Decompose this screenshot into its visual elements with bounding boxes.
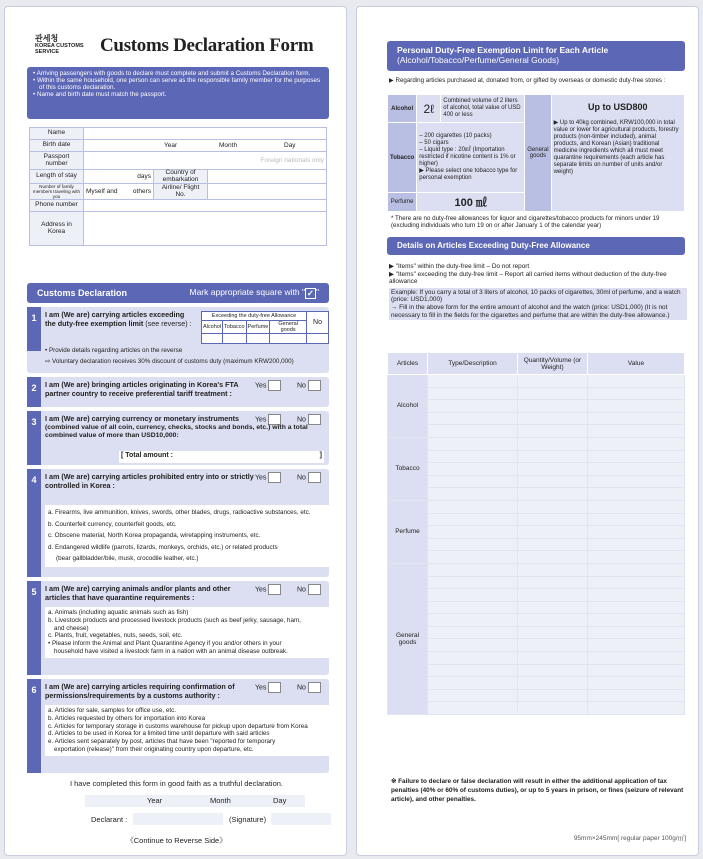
note-2: • Within the same household, one person can serve as the responsible family member for the purposes of this customs declaration. xyxy=(33,77,321,91)
type-cell[interactable] xyxy=(428,425,518,438)
exceed-general: General goods xyxy=(270,321,307,334)
details-row xyxy=(388,551,685,564)
sign-year: Year xyxy=(147,796,163,805)
limit-general: General goods xyxy=(525,95,551,212)
q3-total-label: [ Total amount : xyxy=(121,452,173,459)
general-cell xyxy=(551,95,684,212)
type-cell[interactable] xyxy=(428,450,518,463)
limit-tobacco: Tobacco xyxy=(388,123,417,193)
quantity-cell[interactable] xyxy=(518,677,588,690)
value-cell[interactable] xyxy=(588,589,685,602)
question-2 xyxy=(27,377,329,407)
q6-list xyxy=(45,705,329,756)
q2-yes-box[interactable] xyxy=(268,380,281,391)
details-row xyxy=(388,677,685,690)
limit-header xyxy=(387,41,685,71)
quantity-cell[interactable] xyxy=(518,614,588,627)
row-category: Alcohol xyxy=(388,375,428,438)
country-label: Country of embarkation xyxy=(154,170,208,184)
row-category: General goods xyxy=(388,563,428,714)
q1-label: I am (We are) carrying articles exceeding the duty-free exemption limit xyxy=(45,310,185,328)
q5-yes-label: Yes xyxy=(255,586,267,594)
quantity-cell[interactable] xyxy=(518,412,588,425)
type-cell[interactable] xyxy=(428,463,518,476)
value-cell[interactable] xyxy=(588,375,685,388)
quantity-cell[interactable] xyxy=(518,626,588,639)
question-5 xyxy=(27,581,329,675)
birth-day: Day xyxy=(284,142,296,149)
q3-sub: (combined value of all coin, currency, checks, stocks and bonds, etc.) with a total combined value of more than USD10,000: xyxy=(45,424,308,439)
q6-item-a: a. Articles for sale, samples for office use, etc. xyxy=(48,707,176,714)
quantity-cell[interactable] xyxy=(518,538,588,551)
mark-instruction xyxy=(190,287,320,298)
type-cell[interactable] xyxy=(428,639,518,652)
q6-item-e: e. Articles sent separately by post, articles that have been "reported for temporary xyxy=(48,738,276,746)
traveler-info-table xyxy=(29,127,327,246)
details-row xyxy=(388,639,685,652)
details-row xyxy=(388,437,685,450)
stay-label: Length of stay xyxy=(30,170,84,184)
continue-note: 《Continue to Reverse Side》 xyxy=(126,836,227,845)
type-cell[interactable] xyxy=(428,652,518,665)
kcs-logo xyxy=(35,35,95,55)
q4-text: I am (We are) carrying articles prohibited entry into or strictly controlled in Korea : xyxy=(45,472,254,490)
q6-item-e2: exportation (release)" from their originating country upon departure, etc. xyxy=(54,745,254,753)
quantity-cell[interactable] xyxy=(518,500,588,513)
q1-exceed-table xyxy=(201,311,329,344)
quantity-cell[interactable] xyxy=(518,576,588,589)
type-cell[interactable] xyxy=(428,387,518,400)
q5-note2: household have visited a livestock farm in a nation with an animal disease outbreak. xyxy=(54,647,288,655)
details-row xyxy=(388,702,685,715)
q3-no-label: No xyxy=(297,416,306,424)
fill-text: → Fill in the above form for the entire amount of alcohol and the watch (price: USD1,000) (It is not necessary to fill in the fields for the cigarettes and perfume that are within the duty-free allowance.) xyxy=(391,303,670,319)
value-cell[interactable] xyxy=(588,463,685,476)
declarant-label: Declarant : xyxy=(91,815,128,824)
row-category: Tobacco xyxy=(388,437,428,500)
details-row xyxy=(388,689,685,702)
tobacco-cigarettes: – 200 cigarettes (10 packs) xyxy=(419,133,492,139)
quantity-cell[interactable] xyxy=(518,664,588,677)
details-table xyxy=(387,352,685,715)
q3-total-close: ] xyxy=(319,452,322,459)
declaration-title: Customs Declaration xyxy=(37,288,128,298)
q4-list xyxy=(45,505,329,567)
example-text: Example: If you carry a total of 3 liters of alcohol, 10 packs of cigarettes, 30ml of perfume, and a watch (price: USD1,000) xyxy=(391,288,681,304)
q4-item-d2: (bear gallbladder/bile, musk, crocodile leather, etc.) xyxy=(56,555,199,562)
value-cell[interactable] xyxy=(588,538,685,551)
value-cell[interactable] xyxy=(588,500,685,513)
quantity-cell[interactable] xyxy=(518,589,588,602)
quantity-cell[interactable] xyxy=(518,526,588,539)
stay-field[interactable]: days xyxy=(84,170,154,184)
tobacco-select: ▶ Please select one tobacco type for personal exemption xyxy=(419,168,518,181)
q6-item-d: d. Articles to be used in Korea for a limited time until departure with said articles xyxy=(48,730,270,738)
type-cell[interactable] xyxy=(428,551,518,564)
value-cell[interactable] xyxy=(588,450,685,463)
details-row xyxy=(388,450,685,463)
penalty-warning: ※ Failure to declare or false declaration will result in either the additional application of tax penalties (40% or 60% of customs duties), or up to 5 years in prison, or fines (seizure of relevant article), and other penalties. xyxy=(391,778,684,803)
q5-note: • Please inform the Animal and Plant Quarantine Agency if you and/or others in your xyxy=(48,640,282,648)
q3-total-field[interactable] xyxy=(119,451,324,463)
quantity-cell[interactable] xyxy=(518,375,588,388)
declaration-header xyxy=(27,283,329,303)
quantity-cell[interactable] xyxy=(518,702,588,715)
q4-yes[interactable] xyxy=(255,472,281,483)
type-cell[interactable] xyxy=(428,475,518,488)
value-cell[interactable] xyxy=(588,626,685,639)
q4-item-d: d. Endangered wildlife (parrots, lizards, monkeys, orchids, etc.) or related products xyxy=(48,543,278,551)
details-row xyxy=(388,412,685,425)
type-cell[interactable] xyxy=(428,677,518,690)
others-text: others xyxy=(132,188,151,195)
q2-no[interactable] xyxy=(297,380,321,391)
tobacco-desc xyxy=(417,123,525,193)
quantity-cell[interactable] xyxy=(518,475,588,488)
quantity-cell[interactable] xyxy=(518,437,588,450)
q6-no-box[interactable] xyxy=(308,682,321,693)
col-type: Type/Description xyxy=(428,353,518,375)
alcohol-desc: Combined volume of 2 liters of alcohol, total value of USD 400 or less xyxy=(441,95,525,123)
question-3 xyxy=(27,411,329,465)
type-cell[interactable] xyxy=(428,702,518,715)
myself-text: Myself and xyxy=(86,188,118,195)
instructions-box xyxy=(27,67,329,119)
form-title: Customs Declaration Form xyxy=(100,35,314,56)
q5-text: I am (We are) carrying animals and/or plants and other articles that have quarantine requirements : xyxy=(45,584,231,602)
details-row xyxy=(388,538,685,551)
quantity-cell[interactable] xyxy=(518,652,588,665)
q6-yes-box[interactable] xyxy=(268,682,281,693)
q6-yes-label: Yes xyxy=(255,684,267,692)
q4-item-c: c. Obscene material, North Korea propaganda, wiretapping instruments, etc. xyxy=(48,532,261,539)
q6-number: 6 xyxy=(27,679,41,773)
value-cell[interactable] xyxy=(588,488,685,501)
birth-field[interactable] xyxy=(84,140,327,152)
quantity-cell[interactable] xyxy=(518,639,588,652)
quantity-cell[interactable] xyxy=(518,387,588,400)
type-cell[interactable] xyxy=(428,500,518,513)
details-header: Details on Articles Exceeding Duty-Free Allowance xyxy=(387,237,685,255)
type-cell[interactable] xyxy=(428,526,518,539)
q2-yes-label: Yes xyxy=(255,382,267,390)
date-field[interactable] xyxy=(85,795,305,807)
q5-list xyxy=(45,607,329,658)
col-quantity: Quantity/Volume (or Weight) xyxy=(518,353,588,375)
value-cell[interactable] xyxy=(588,475,685,488)
q5-no[interactable] xyxy=(297,584,321,595)
limit-table xyxy=(387,94,685,212)
q5-no-box[interactable] xyxy=(308,584,321,595)
exceed-alcohol-box[interactable] xyxy=(202,334,223,344)
quantity-cell[interactable] xyxy=(518,488,588,501)
q6-item-b: b. Articles requested by others for importation into Korea xyxy=(48,714,206,722)
value-cell[interactable] xyxy=(588,639,685,652)
q1-no-label: No xyxy=(307,312,329,334)
sign-month: Month xyxy=(210,796,231,805)
limit-subtitle: (Alcohol/Tobacco/Perfume/General Goods) xyxy=(397,55,560,65)
tobacco-liquid: – Liquid type : 20㎖ (Importation restricted if nicotine content is 1% or higher) xyxy=(419,147,516,167)
sign-day: Day xyxy=(273,796,287,805)
col-articles: Articles xyxy=(388,353,428,375)
general-limit: Up to USD800 xyxy=(588,102,648,112)
type-cell[interactable] xyxy=(428,563,518,576)
value-cell[interactable] xyxy=(588,664,685,677)
agency-korean: 관세청 xyxy=(35,34,59,43)
declarant-field[interactable] xyxy=(133,813,223,825)
q4-item-a: a. Firearms, live ammunition, knives, swords, other blades, drugs, radioactive substances, etc. xyxy=(48,509,311,516)
value-cell[interactable] xyxy=(588,526,685,539)
q3-number: 3 xyxy=(27,411,41,465)
value-cell[interactable] xyxy=(588,677,685,690)
details-row xyxy=(388,563,685,576)
perfume-volume: 100 ㎖ xyxy=(417,193,525,212)
value-cell[interactable] xyxy=(588,614,685,627)
alcohol-volume: 2ℓ xyxy=(417,95,441,123)
agency-name: KOREA CUSTOMS SERVICE xyxy=(35,43,84,55)
type-cell[interactable] xyxy=(428,589,518,602)
type-cell[interactable] xyxy=(428,601,518,614)
details-row xyxy=(388,513,685,526)
flight-field[interactable] xyxy=(208,184,327,200)
birth-label: Birth date xyxy=(30,140,84,152)
q5-number: 5 xyxy=(27,581,41,675)
value-cell[interactable] xyxy=(588,601,685,614)
example-box xyxy=(389,288,687,320)
tobacco-cigars: – 50 cigars xyxy=(419,140,449,146)
general-desc: ▶ Up to 40kg combined, KRW100,000 in total value or lower for agricultural products, forestry products (non-timber included), animal products, and Korean (Asian) traditional medicine ingredients which all must meet quarantine requirements (each article has separate limits on number of units and/or weight) xyxy=(553,120,679,175)
phone-field[interactable] xyxy=(84,200,327,212)
value-cell[interactable] xyxy=(588,425,685,438)
q2-no-box[interactable] xyxy=(308,380,321,391)
question-4 xyxy=(27,469,329,577)
note-1: • Arriving passengers with goods to declare must complete and submit a Customs Declaration form. xyxy=(33,70,311,77)
q2-no-label: No xyxy=(297,382,306,390)
details-row xyxy=(388,375,685,388)
quantity-cell[interactable] xyxy=(518,425,588,438)
details-row xyxy=(388,387,685,400)
type-cell[interactable] xyxy=(428,538,518,551)
exceed-perfume-box[interactable] xyxy=(246,334,270,344)
value-cell[interactable] xyxy=(588,437,685,450)
details-row xyxy=(388,400,685,413)
col-value: Value xyxy=(588,353,685,375)
value-cell[interactable] xyxy=(588,387,685,400)
limit-title: Personal Duty-Free Exemption Limit for Each Article xyxy=(397,45,609,55)
quantity-cell[interactable] xyxy=(518,463,588,476)
q5-item-b2: and cheese) xyxy=(54,624,89,632)
quantity-cell[interactable] xyxy=(518,513,588,526)
q5-yes[interactable] xyxy=(255,584,281,595)
quantity-cell[interactable] xyxy=(518,601,588,614)
good-faith-statement: I have completed this form in good faith as a truthful declaration. xyxy=(69,779,284,788)
q5-item-c: c. Plants, fruit, vegetables, nuts, seeds, soil, etc. xyxy=(48,632,183,640)
phone-label: Phone number xyxy=(30,200,84,212)
q6-item-c: c. Articles for temporary storage in customs warehouse for pickup upon departure from Korea xyxy=(48,722,308,730)
exceed-header: Exceeding the duty-free Allowance xyxy=(202,312,307,321)
details-row xyxy=(388,601,685,614)
row-category: Perfume xyxy=(388,500,428,563)
details-row xyxy=(388,589,685,602)
q1-number: 1 xyxy=(27,307,41,351)
name-label: Name xyxy=(30,128,84,140)
q4-no-label: No xyxy=(297,474,306,482)
exceed-tobacco-box[interactable] xyxy=(223,334,247,344)
type-cell[interactable] xyxy=(428,412,518,425)
q2-yes[interactable] xyxy=(255,380,281,391)
type-cell[interactable] xyxy=(428,576,518,589)
q6-no-label: No xyxy=(297,684,306,692)
q5-yes-box[interactable] xyxy=(268,584,281,595)
q1-hint: (see reverse) : xyxy=(145,318,192,328)
details-row xyxy=(388,626,685,639)
limit-alcohol: Alcohol xyxy=(388,95,417,123)
value-cell[interactable] xyxy=(588,513,685,526)
q3-yes-label: Yes xyxy=(255,416,267,424)
passport-field[interactable]: Foreign nationals only xyxy=(84,152,327,170)
declaration-front xyxy=(4,6,347,856)
limit-perfume: Perfume xyxy=(388,193,417,212)
q1-text xyxy=(45,311,195,328)
q1-no-box[interactable] xyxy=(307,334,329,344)
q5-item-a: a. Animals (including aquatic animals such as fish) xyxy=(48,609,189,616)
details-row xyxy=(388,500,685,513)
quantity-cell[interactable] xyxy=(518,400,588,413)
mark-text: Mark appropriate square with " xyxy=(189,287,305,298)
exceed-alcohol: Alcohol xyxy=(202,321,223,334)
family-field[interactable] xyxy=(84,184,154,200)
type-cell[interactable] xyxy=(428,400,518,413)
country-field[interactable] xyxy=(208,170,327,184)
q1-note-2: ⇨ Voluntary declaration receives 30% discount of customs duty (maximum KRW200,000) xyxy=(45,358,294,365)
q4-no-box[interactable] xyxy=(308,472,321,483)
exceed-general-box[interactable] xyxy=(270,334,307,344)
checkmark-icon: ✓ xyxy=(306,287,315,298)
note-3: • Name and birth date must match the passport. xyxy=(33,91,167,98)
q4-number: 4 xyxy=(27,469,41,577)
q6-text: I am (We are) carrying articles requiring confirmation of permissions/requirements by a customs authority : xyxy=(45,682,235,700)
mark-end: " xyxy=(315,287,319,298)
exceed-tobacco: Tobacco xyxy=(223,321,247,334)
value-cell[interactable] xyxy=(588,652,685,665)
q6-yes[interactable] xyxy=(255,682,281,693)
type-cell[interactable] xyxy=(428,689,518,702)
q3-text: I am (We are) carrying currency or monetary instruments xyxy=(45,414,239,423)
address-field[interactable] xyxy=(84,212,327,246)
flight-label: Airline/ Flight No. xyxy=(154,184,208,200)
value-cell[interactable] xyxy=(588,563,685,576)
question-1 xyxy=(27,307,329,373)
quantity-cell[interactable] xyxy=(518,689,588,702)
birth-year: Year xyxy=(164,142,178,149)
type-cell[interactable] xyxy=(428,664,518,677)
declaration-back xyxy=(356,6,699,856)
quantity-cell[interactable] xyxy=(518,563,588,576)
details-row xyxy=(388,614,685,627)
q5-item-b: b. Livestock products and processed livestock products (such as beef jerky, sausage, ham, xyxy=(48,616,301,624)
value-cell[interactable] xyxy=(588,576,685,589)
type-cell[interactable] xyxy=(428,626,518,639)
details-row xyxy=(388,463,685,476)
minor-note: * There are no duty-free allowances for liquor and cigarettes/tobacco products for minors under 19 (excluding individuals who turn 19 on or after January 1 of the calendar year) xyxy=(391,215,660,230)
q4-item-b: b. Counterfeit currency, counterfeit goods, etc. xyxy=(48,520,177,528)
q4-yes-label: Yes xyxy=(255,474,267,482)
q2-number: 2 xyxy=(27,377,41,407)
value-cell[interactable] xyxy=(588,400,685,413)
type-cell[interactable] xyxy=(428,513,518,526)
birth-month: Month xyxy=(219,142,238,149)
q4-no[interactable] xyxy=(297,472,321,483)
type-cell[interactable] xyxy=(428,437,518,450)
value-cell[interactable] xyxy=(588,702,685,715)
detail-within: ▶ "Items" within the duty-free limit – Do not report xyxy=(389,263,530,270)
q5-no-label: No xyxy=(297,586,306,594)
paper-spec: 95mm×245mm[ regular paper 100g/㎡] xyxy=(573,835,686,842)
family-label: Number of family members traveling with you xyxy=(30,184,84,200)
signature-field[interactable] xyxy=(271,813,331,825)
type-cell[interactable] xyxy=(428,614,518,627)
passport-label: Passport number xyxy=(30,152,84,170)
details-row xyxy=(388,576,685,589)
details-row xyxy=(388,425,685,438)
value-cell[interactable] xyxy=(588,689,685,702)
details-row xyxy=(388,664,685,677)
quantity-cell[interactable] xyxy=(518,551,588,564)
details-row xyxy=(388,652,685,665)
q1-note-1: • Provide details regarding articles on the reverse xyxy=(45,347,183,354)
q4-yes-box[interactable] xyxy=(268,472,281,483)
details-row xyxy=(388,526,685,539)
type-cell[interactable] xyxy=(428,488,518,501)
name-field[interactable] xyxy=(84,128,327,140)
value-cell[interactable] xyxy=(588,412,685,425)
signature-label: (Signature) xyxy=(229,815,267,824)
quantity-cell[interactable] xyxy=(518,450,588,463)
type-cell[interactable] xyxy=(428,375,518,388)
value-cell[interactable] xyxy=(588,551,685,564)
details-row xyxy=(388,488,685,501)
details-row xyxy=(388,475,685,488)
detail-exceeding: ▶ "Items" exceeding the duty-free limit – Report all carried items without deduction of the duty-free allowance xyxy=(389,270,667,286)
question-6 xyxy=(27,679,329,773)
details-text xyxy=(389,263,687,320)
address-label: Address in Korea xyxy=(30,212,84,246)
limit-intro: ▶ Regarding articles purchased at, donated from, or gifted by overseas or domestic duty-free stores : xyxy=(389,77,666,84)
exceed-perfume: Perfume xyxy=(246,321,270,334)
q2-text: I am (We are) bringing articles originating in Korea's FTA partner country to receive preferential tariff treatment : xyxy=(45,380,239,398)
q6-no[interactable] xyxy=(297,682,321,693)
